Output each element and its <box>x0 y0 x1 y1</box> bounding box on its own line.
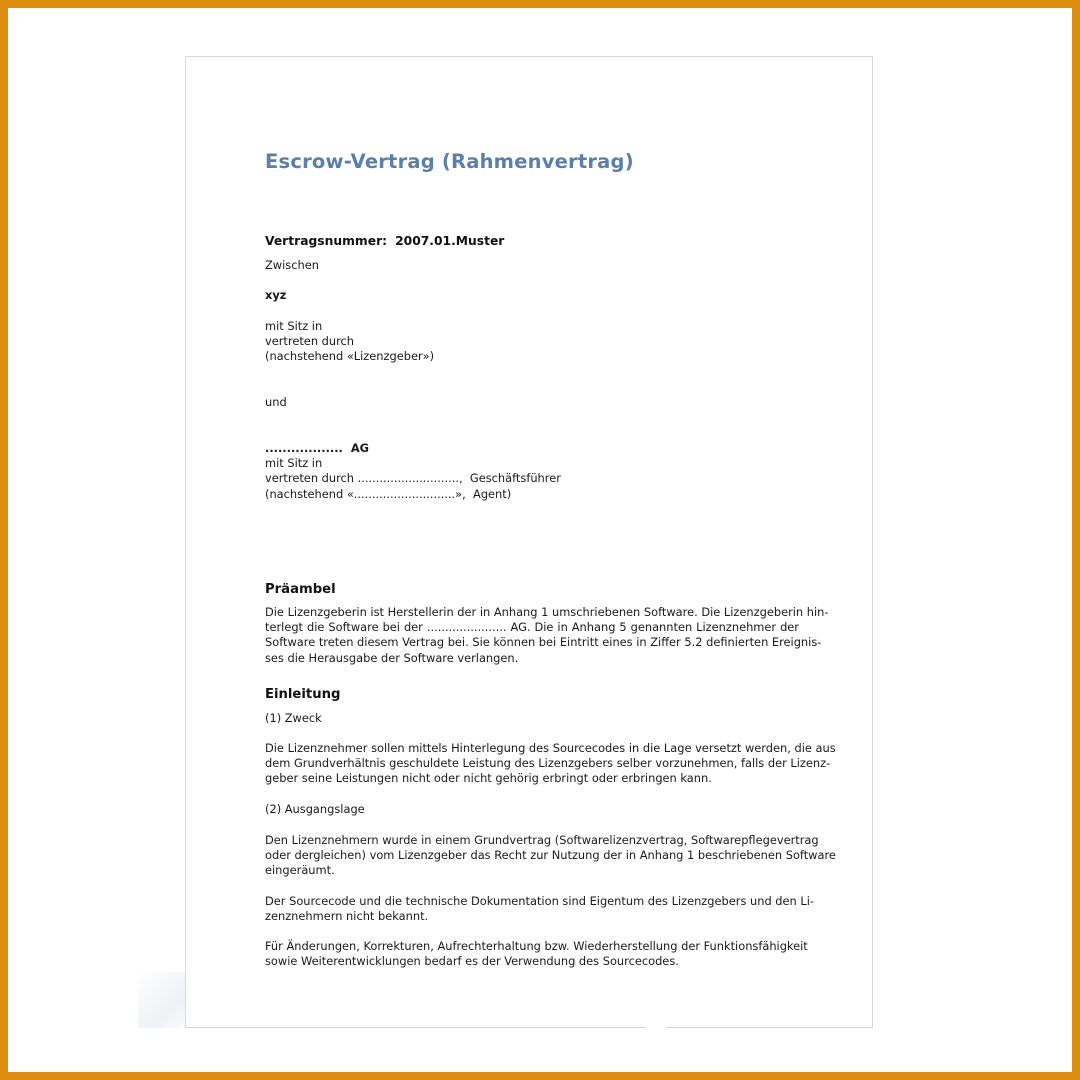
contract-number-value: 2007.01.Muster <box>395 234 505 248</box>
preamble-line: Software treten diesem Vertrag bei. Sie können bei Eintritt eines in Ziffer 5.2 definierten Ereignis- <box>265 635 822 650</box>
page-edge-gap <box>646 1026 666 1029</box>
party2-designation-role: Agent) <box>473 487 512 501</box>
situation-line: Den Lizenznehmern wurde in einem Grundvertrag (Softwarelizenzvertrag, Softwarepflegevertrag <box>265 833 819 847</box>
situation-line: eingeräumt. <box>265 863 335 878</box>
and-text: und <box>265 395 287 409</box>
party2-name-suffix: AG <box>350 441 369 455</box>
party1-designation: (nachstehend «Lizenzgeber») <box>265 349 435 363</box>
situation-line: oder dergleichen) vom Lizenzgeber das Recht zur Nutzung der in Anhang 1 beschriebenen Software <box>265 848 836 863</box>
between-text: Zwischen <box>265 258 319 272</box>
situation-label: (2) Ausgangslage <box>265 802 365 816</box>
party2-represented-by: vertreten durch ............................, <box>265 471 463 485</box>
situation-paragraph-3 <box>265 939 808 969</box>
preamble-heading: Präambel <box>265 582 336 597</box>
situation-line: Für Änderungen, Korrekturen, Aufrechterhaltung bzw. Wiederherstellung der Funktionsfähigkeit <box>265 939 808 953</box>
introduction-heading: Einleitung <box>265 687 341 702</box>
party2-name-dots: .................. <box>265 441 343 455</box>
purpose-paragraph <box>265 741 836 787</box>
party2-represented-role: Geschäftsführer <box>469 471 561 485</box>
situation-line: zenznehmern nicht bekannt. <box>265 909 429 924</box>
purpose-line: geber seine Leistungen nicht oder nicht gehörig erbringt oder erbringen kann. <box>265 771 712 786</box>
situation-line: sowie Weiterentwicklungen bedarf es der Verwendung des Sourcecodes. <box>265 954 679 969</box>
document-title: Escrow-Vertrag (Rahmenvertrag) <box>265 150 634 173</box>
contract-number <box>265 234 504 249</box>
party1-seat: mit Sitz in <box>265 319 323 333</box>
document-page <box>185 56 873 1028</box>
party1-represented: vertreten durch <box>265 334 355 348</box>
preamble-line: terlegt die Software bei der ...................... AG. Die in Anhang 5 genannten Lizenznehmer der <box>265 620 799 635</box>
purpose-label: (1) Zweck <box>265 711 322 725</box>
situation-line: Der Sourcecode und die technische Dokumentation sind Eigentum des Lizenzgebers und den Li- <box>265 894 814 908</box>
party1-name: xyz <box>265 288 287 302</box>
party2-designation <box>265 487 511 502</box>
preamble-paragraph <box>265 605 829 666</box>
party2-represented <box>265 471 561 486</box>
preamble-line: Die Lizenzgeberin ist Herstellerin der in Anhang 1 umschriebenen Software. Die Lizenzgeberin hin- <box>265 605 829 619</box>
purpose-line: Die Lizenznehmer sollen mittels Hinterlegung des Sourcecodes in die Lage versetzt werden, die aus <box>265 741 836 755</box>
party2-seat: mit Sitz in <box>265 456 323 470</box>
party2-designation-text: (nachstehend «............................», <box>265 487 466 501</box>
situation-paragraph-2 <box>265 894 814 924</box>
party2-name <box>265 441 369 456</box>
purpose-line: dem Grundverhältnis geschuldete Leistung des Lizenzgebers selber vorzunehmen, falls der Lizenz- <box>265 756 831 771</box>
contract-number-label: Vertragsnummer: <box>265 234 388 248</box>
situation-paragraph-1 <box>265 833 836 879</box>
preamble-line: ses die Herausgabe der Software verlangen. <box>265 650 519 665</box>
